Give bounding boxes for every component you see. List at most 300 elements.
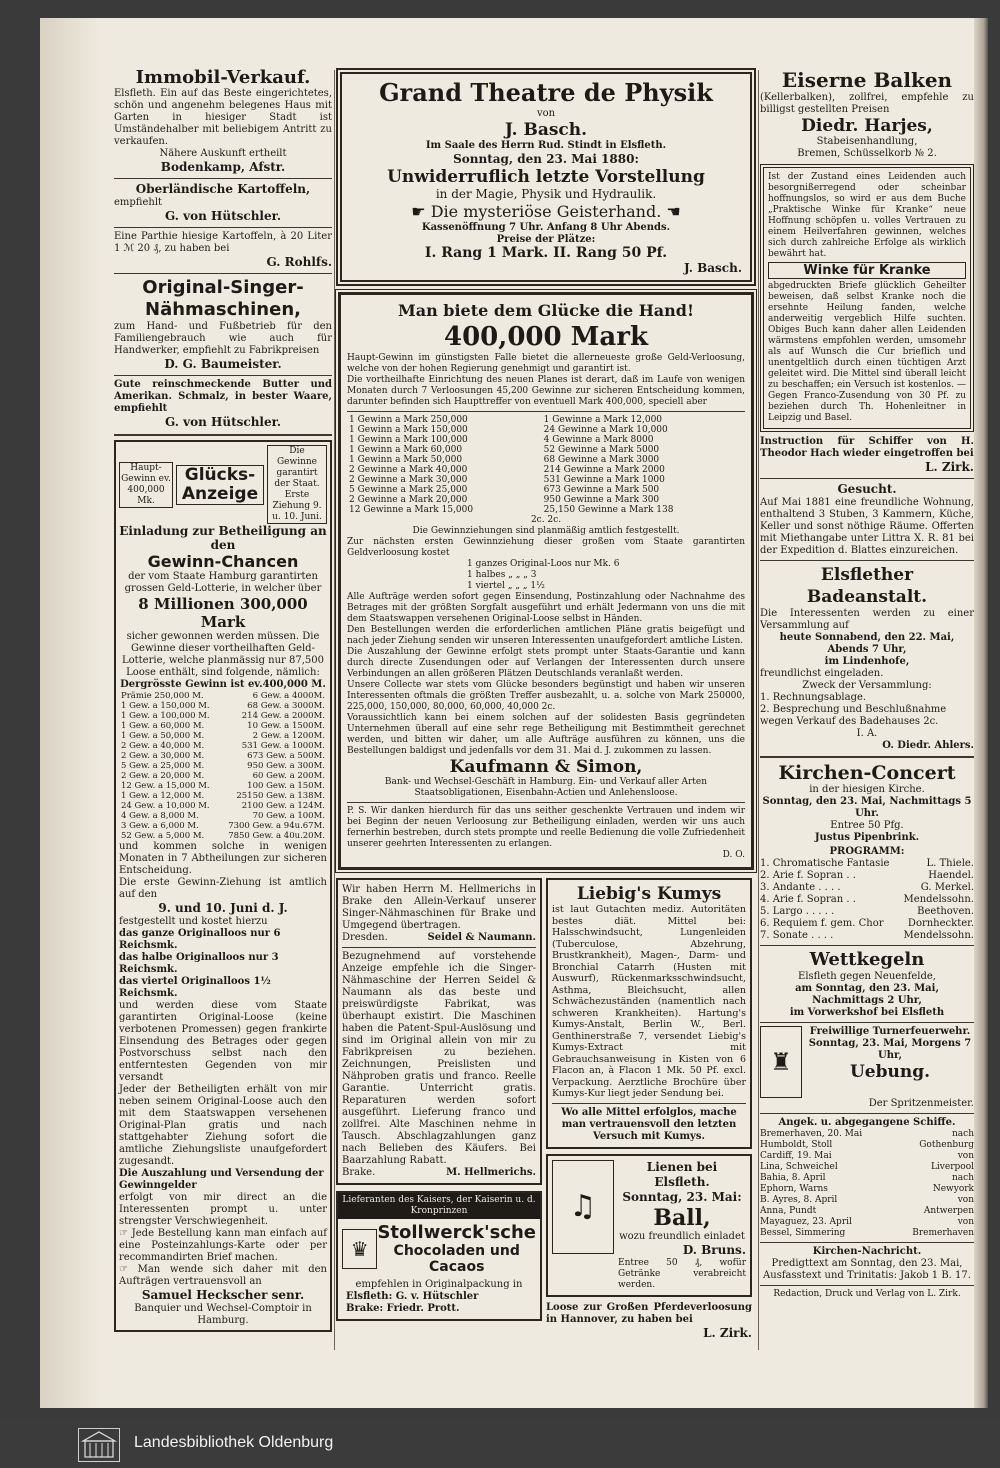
samuel-heckscher: Samuel Heckscher senr.	[141, 1288, 305, 1302]
ship-entry: Bremerhaven, 20. Mai	[760, 1129, 863, 1139]
partie-signature: G. Rohlfs.	[266, 255, 332, 269]
table-cell: 2 Gew. a 1200M.	[252, 731, 325, 741]
ship-entry: Bessel, Simmering	[760, 1228, 846, 1238]
leidenden-text: Ist der Zustand eines Leidenden auch besorgnißerregend oder scheinbar hoffnungslos, so wird er aus dem Buche „Praktische Winke für Kranke“ neue Hoffnung schöpfen u. volles Vertrauen zu einem Heilverfahren gewinnen, welches sich durch zahlreiche Erfolge als wirklich bewährt hat.	[768, 172, 966, 259]
loos-ganz: 1 ganzes Original-Loos nur Mk. 6	[467, 559, 620, 569]
table-cell: 673 Gewinne a Mark 500	[543, 485, 660, 495]
schiffe-title: Angek. u. abgegangene Schiffe.	[778, 1117, 956, 1128]
werden-text: und werden diese vom Staate garantirten Original-Loose (keine verbotenen Promessen) gegen frankirte Einsendung des Betrages oder gegen Postvorschuss selbst nach den entferntesten Gegenden von mir versandt	[119, 1000, 327, 1083]
theatre-kasse: Kassenöffnung 7 Uhr. Anfang 8 Uhr Abends.	[421, 222, 671, 233]
zweck-title: Zweck der Versammlung:	[802, 680, 932, 691]
program-composer: Mendelssohn.	[903, 894, 974, 905]
table-row	[119, 741, 327, 751]
feuerwehr-ad	[760, 1026, 974, 1098]
list-item	[760, 1217, 974, 1228]
table-cell: 68 Gew. a 3000M.	[247, 701, 325, 711]
table-cell: 1 Gew. a 50,000 M.	[121, 731, 205, 741]
right-column	[760, 68, 974, 1300]
ship-entry: Bahia, 8. April	[760, 1173, 826, 1183]
table-cell: 6 Gew. a 4000M.	[252, 691, 325, 701]
kirchen-title: Kirchen-Nachricht.	[812, 1246, 922, 1257]
table-cell: 950 Gew. a 300M.	[247, 761, 325, 771]
table-cell: 7850 Gew. a 40u.20M.	[228, 831, 325, 841]
list-item	[760, 930, 974, 942]
table-cell: 1 Gewinne a Mark 12,000	[543, 415, 663, 425]
liebig-wo-alle: Wo alle Mittel erfolglos, mache man vertrauensvoll den letzten Versuch mit Kumys.	[561, 1106, 737, 1142]
table-row	[119, 751, 327, 761]
theatre-unwiderruflich: Unwiderruflich letzte Vorstellung	[387, 167, 705, 187]
table-row	[119, 771, 327, 781]
table-row	[119, 811, 327, 821]
table-row	[119, 721, 327, 731]
ship-entry: Humboldt, Stoll	[760, 1140, 833, 1150]
auftraege: Alle Aufträge werden sofort gegen Einsendung, Postinzahlung oder Nachnahme des Betrages mit der größten Sorgfalt ausgeführt und erhält Jedermann von uns die mit dem Staatswappen versehenen Original-Loose selbst in Händen.	[347, 592, 745, 624]
ship-destination: von	[957, 1217, 974, 1227]
library-building-icon	[78, 1428, 120, 1462]
hellmerichs-p2: Bezugnehmend auf vorstehende Anzeige empfehle ich die Singer-Nähmaschine der Herren Seidel & Naumann als das beste und preiswürdigste Fabrikat, was überhaupt existirt. Die Maschinen haben die Patent-Spul-Auslösung und sind im Original allein von mir zu Fabrikpreisen zu beziehen. Zeichnungen, Preislisten und Nähproben gratis und franco. Reelle Garantie. Unterricht gratis. Reparaturen werden sofort ausgeführt. Lieferung franco und zollfrei. Alte Maschinen nehme in Tausch. Abschlagzahlungen ganz nach Belieben des Käufers. Bei Baarzahlung Rabatt.	[342, 951, 536, 1166]
singer-text: zum Hand- und Fußbetrieb für den Familiengebrauch wie auch für Handwerker, empfiehlt zu Fabrikpreisen	[114, 321, 332, 356]
table-cell: 12 Gew. a 15,000 M.	[121, 781, 210, 791]
column-rule-left	[334, 70, 335, 1350]
bade-text: Die Interessenten werden zu einer Versammlung auf	[760, 608, 974, 631]
left-column	[114, 68, 332, 1332]
hellmerichs-sign-line	[342, 1167, 536, 1179]
glueck-p2: Die vortheilhafte Einrichtung des neuen Planes ist derart, daß im Laufe von wenigen Monaten durch 7 Verloosungen 45,200 Gewinne zur sicheren Entscheidung kommen, darunter befinden sich Haupttreffer von eventuell Mark 400,000, speciell aber	[347, 375, 745, 407]
stollwerck-products: Chocoladen und Cacaos	[393, 1243, 520, 1275]
program-piece: 7. Sonate . . . .	[760, 930, 834, 941]
table-cell: 4 Gew. a 8,000 M.	[121, 811, 199, 821]
ahlers: O. Diedr. Ahlers.	[882, 740, 974, 751]
ball-text-block	[618, 1160, 746, 1291]
program-piece: 3. Andante . . . .	[760, 882, 841, 893]
immobil-more: Nähere Auskunft ertheilt	[159, 148, 287, 159]
ball-ad	[546, 1154, 752, 1297]
kartoffel-title: Oberländische Kartoffeln,	[135, 182, 311, 196]
stollwerck-text-block	[377, 1223, 536, 1275]
wett-date: am Sonntag, den 23. Mai, Nachmittags 2 Uhr,	[795, 983, 939, 1006]
kommen-text: und kommen solche in wenigen Monaten in 7 Abtheilungen zur sicheren Entscheidung.	[119, 841, 327, 876]
programm-title: PROGRAMM:	[829, 846, 905, 857]
uebung: Uebung.	[849, 1062, 931, 1082]
table-cell: 2 Gew. a 20,000 M.	[121, 771, 205, 781]
program-composer: L. Thiele.	[926, 858, 974, 869]
ps-signature: D. O.	[722, 850, 745, 860]
table-row	[347, 415, 745, 425]
bade-invite: freundlichst eingeladen.	[760, 668, 884, 679]
theatre-magie: in der Magie, Physik und Hydraulik.	[435, 187, 657, 201]
instruction-text: Instruction für Schiffer von H. Theodor Hach wieder eingetroffen bei	[760, 436, 974, 459]
ship-destination: Newyork	[932, 1184, 974, 1194]
page-spine-shadow	[40, 18, 100, 1408]
balken-title: Eiserne Balken	[781, 68, 953, 92]
column-rule-right	[758, 70, 759, 1350]
table-row	[119, 791, 327, 801]
table-cell: 1 Gewinn a Mark 250,000	[349, 415, 468, 425]
ship-entry: Mayaguez, 23. April	[760, 1217, 852, 1227]
lienen: Lienen bei Elsfleth.	[646, 1159, 718, 1189]
table-cell: 214 Gewinne a Mark 2000	[543, 465, 665, 475]
ship-entry: Lina, Schweichel	[760, 1162, 838, 1172]
table-cell: 1 Gew. a 12,000 M.	[121, 791, 205, 801]
program-piece: 1. Chromatische Fantasie	[760, 858, 890, 869]
list-item	[760, 1151, 974, 1162]
middle-bottom-right	[546, 878, 752, 1341]
winke-text: abgedruckten Briefe glücklich Geheilter beweisen, daß selbst Kranke noch die ersehnte Heilung fanden, welche anderweitig vergeblich Hilfe suchten. Obiges Buch kann daher allen Leidenden wärmstens empfohlen werden, umsomehr als auf Wunsch die Cur brieflich und unentgeltlich durch einen tüchtigen Arzt geleitet wird. Die Mittel sind überall leicht zu beschaffen; ein Versuch ist kostenlos. — Gegen Franco-Zusendung von 30 Pf. zu beziehen durch Th. Hohenleitner in Leipzig und Basel.	[768, 281, 966, 423]
wende-text: ☞ Man wende sich daher mit den Aufträgen vertrauensvoll an	[119, 1264, 327, 1287]
list-item	[760, 894, 974, 906]
table-cell: 4 Gewinne a Mark 8000	[543, 435, 654, 445]
theatre-title: Grand Theatre de Physik	[379, 78, 713, 107]
gesucht-text: Auf Mai 1881 eine freundliche Wohnung, enthaltend 3 Stuben, 3 Kammern, Küche, Keller und sonst nöthige Räume. Offerten mit Miethangabe unter Littra X. R. 81 bei der Expedition d. Blattes einzureichen.	[760, 497, 974, 556]
divider	[552, 1103, 746, 1104]
sicher-text: sicher gewonnen werden müssen. Die Gewinne dieser vortheilhaften Geld-Lotterie, welche planmässig nur 87,500 Loose enthält, sind folgende, nämlich:	[121, 631, 324, 678]
preis-viertel: das viertel Originalloos 1½ Reichsmk.	[119, 976, 271, 999]
immobil-signature: Bodenkamp, Afstr.	[160, 160, 286, 174]
table-cell: 1 Gewinn a Mark 150,000	[349, 425, 468, 435]
theatre-signature: J. Basch.	[684, 261, 742, 275]
hellmerichs-sig: M. Hellmerichs.	[446, 1167, 536, 1178]
table-cell: 25,150 Gewinne a Mark 138	[543, 505, 674, 515]
ship-destination: nach	[952, 1129, 974, 1139]
singer-signature: D. G. Baumeister.	[164, 357, 282, 371]
bade-date: heute Sonnabend, den 22. Mai, Abends 7 Uhr,	[779, 632, 955, 655]
list-item	[760, 1173, 974, 1184]
wettkegeln-title: Wettkegeln	[809, 949, 925, 970]
divider	[760, 1285, 974, 1286]
hellmerichs-ad	[336, 878, 542, 1185]
concert-date: Sonntag, den 23. Mai, Nachmittags 5 Uhr.	[762, 796, 972, 819]
collecte: Unsere Collecte war stets vom Glücke besonders begünstigt und haben wir unseren Interessenten oftmals die größten Treffer ausbezahlt, u. a. solche von Mark 250000, 225,000, 150,000, 80,000, 60,000, 40,000 2c.	[347, 680, 745, 712]
predigt-text: Predigttext am Sonntag, den 23. Mai, Ausfasstext und Trinitatis: Jakob 1 B. 17.	[763, 1258, 971, 1281]
concert-title: Kirchen-Concert	[778, 762, 956, 784]
list-item	[760, 906, 974, 918]
dresden: Dresden.	[342, 932, 388, 943]
program-list	[760, 858, 974, 942]
middle-bottom-row	[336, 878, 756, 1341]
list-item	[760, 858, 974, 870]
list-item	[760, 1140, 974, 1151]
bade-place: im Lindenhofe,	[824, 656, 910, 667]
divider	[760, 1022, 974, 1023]
table-cell: 2100 Gew. a 124M.	[241, 801, 325, 811]
erfolgt-text: erfolgt von mir direct an die Interessenten prompt u. unter strengster Verschwiegenheit.	[119, 1192, 327, 1227]
loose-text: Loose zur Großen Pferdeverloosung in Hannover, zu haben bei	[546, 1301, 752, 1325]
pipenbrink: Justus Pipenbrink.	[814, 832, 920, 843]
lottery-ad	[114, 440, 332, 1332]
table-cell: 531 Gewinne a Mark 1000	[543, 475, 665, 485]
divider	[114, 178, 332, 179]
divider	[760, 560, 974, 561]
harjes: Diedr. Harjes,	[801, 116, 933, 136]
harjes-addr: Bremen, Schüsselkorb № 2.	[797, 148, 937, 159]
table-row	[119, 701, 327, 711]
redaktion: Redaction, Druck und Verlag von L. Zirk.	[773, 1289, 961, 1299]
table-cell: 1 Gewinn a Mark 50,000	[349, 455, 463, 465]
pointing-hand-icon: ☚	[661, 202, 681, 221]
table-cell: 24 Gew. a 10,000 M.	[121, 801, 210, 811]
auszahlung-title: Die Auszahlung und Versendung der Gewinngelder	[119, 1168, 324, 1191]
list-item	[760, 882, 974, 894]
immobil-title: Immobil-Verkauf.	[135, 67, 311, 88]
theatre-ad	[336, 68, 756, 286]
divider	[760, 1242, 974, 1243]
partie-text: Eine Parthie hiesige Kartoffeln, à 20 Liter 1 ℳ 20 ₰, zu haben bei	[114, 231, 332, 254]
table-cell: 10 Gew. a 1500M.	[247, 721, 325, 731]
divider	[347, 411, 745, 412]
table-row	[347, 465, 745, 475]
erste-ziehung: Die erste Gewinn-Ziehung ist amtlich auf den	[119, 877, 327, 900]
divider	[114, 227, 332, 228]
pointing-hand-icon: ☞	[119, 1228, 132, 1239]
ship-destination: nach	[952, 1173, 974, 1183]
gewinn-chancen: Gewinn-Chancen	[147, 552, 299, 571]
divider	[760, 478, 974, 479]
theatre-von: von	[536, 108, 556, 119]
list-item	[760, 1228, 974, 1239]
concert-where: in der hiesigen Kirche.	[809, 784, 925, 795]
program-composer: Mendelssohn.	[903, 930, 974, 941]
liebig-text: ist laut Gutachten mediz. Autoritäten bestes diät. Mittel bei: Halsschwindsucht, Lungenleiden (Tuberculose, Abzehrung, Brustkrankheit), Magen-, Darm- und Bronchial Catarrh (Husten mit Auswurf), Rückenmarksschwindsucht, Asthma, Bleichsucht, allen Schwächezuständen (namentlich nach schweren Krankheiten). Hartung's Kumys-Anstalt, Berlin W., Berl. Genthinerstraße 7, versendet Liebig's Kumys-Extract mit Gebrauchsanweisung in Kisten von 6 Flacon an, à Flacon 1 Mk. 50 Pf. excl. Verpackung. Aerztliche Brochüre über Kumys-Kur liegt jeder Sendung bei.	[552, 904, 746, 1099]
wett-place: im Vorwerkshof bei Elsfleth	[789, 1007, 945, 1018]
voraus: Voraussichtlich kann bei einem solchen auf der solidesten Basis gegründeten Unternehmen überall auf eine sehr rege Betheiligung mit Bestimmtheit gerechnet werden, und bitten wir daher, um alle Aufträge ausführen zu können, uns die Bestellungen baldigst und jedenfalls vor dem 31. Mai d. J. zukommen zu lassen.	[347, 713, 745, 756]
glueck-header	[119, 445, 327, 524]
table-row	[119, 761, 327, 771]
gewinne-table	[119, 691, 327, 841]
stollwerck-name: Stollwerck'sche	[377, 1222, 536, 1243]
loose-zirk: L. Zirk.	[703, 1325, 752, 1340]
fireman-icon: ♜	[760, 1026, 802, 1098]
table-cell: 52 Gew. a 5,000 M.	[121, 831, 205, 841]
table-cell: 68 Gewinne a Mark 3000	[543, 455, 660, 465]
table-cell: 214 Gew. a 2000M.	[241, 711, 325, 721]
naechsten: Zur nächsten ersten Gewinnziehung dieser großen vom Staate garantirten Geldverloosung kostet	[347, 537, 745, 558]
concert-entree: Entree 50 Pfg.	[830, 820, 904, 831]
theatre-saal: Im Saale des Herrn Rud. Stindt in Elsfleth.	[425, 140, 667, 151]
table-cell: 2 Gew. a 40,000 M.	[121, 741, 205, 751]
table-cell: 100 Gew. a 150M.	[247, 781, 325, 791]
lottery-ad-kaufmann	[338, 292, 754, 870]
stollwerck-text: empfehlen in Originalpackung in	[355, 1279, 523, 1290]
table-cell: 2 Gewinne a Mark 30,000	[349, 475, 468, 485]
lotterie-text: der vom Staate Hamburg garantirten grossen Geld-Lotterie, in welcher über	[124, 571, 322, 594]
program-composer: Beethoven.	[917, 906, 974, 917]
pointing-hand-icon: ☞	[119, 1264, 138, 1275]
program-piece: 4. Arie f. Sopran . .	[760, 894, 856, 905]
festgestellt: festgestellt und kostet hierzu	[119, 916, 268, 927]
table-cell: 950 Gewinne a Mark 300	[543, 495, 660, 505]
jeder-text: Jeder der Betheiligten erhält von mir neben seinem Original-Loose auch den mit dem Staatswappen versehenen Original-Plan gratis und nach stattgehabter Ziehung sofort die amtliche Ziehungsliste unaufgefordert zugesandt.	[119, 1084, 327, 1167]
divider	[114, 434, 332, 436]
theatre-sonntag: Sonntag, den 23. Mai 1880:	[453, 152, 639, 166]
preis-ganz: das ganze Originalloos nur 6 Reichsmk.	[119, 928, 281, 951]
table-row	[119, 781, 327, 791]
theatre-basch: J. Basch.	[504, 120, 588, 140]
bade-title: Elsflether Badeanstalt.	[806, 565, 928, 607]
feuerwehr-title: Freiwillige Turnerfeuerwehr.	[809, 1026, 971, 1037]
ship-destination: von	[957, 1151, 974, 1161]
table-cell: 1 Gew. a 150,000 M.	[121, 701, 210, 711]
ship-destination: Liverpool	[930, 1162, 974, 1172]
list-item	[760, 1162, 974, 1173]
table-cell: 24 Gewinne a Mark 10,000	[543, 425, 668, 435]
middle-bottom-left	[336, 878, 542, 1341]
ship-entry: Anna, Pundt	[760, 1206, 817, 1216]
bestellung-text: ☞ Jede Bestellung kann man einfach auf eine Posteinzahlungs-Karte oder per recommandirten Brief machen.	[119, 1228, 327, 1263]
glueck-left: Haupt-Gewinn ev. 400,000 Mk.	[119, 462, 173, 508]
banquier: Banquier und Wechsel-Comptoir in Hamburg.	[134, 1303, 312, 1326]
feuer-date: Sonntag, 23. Mai, Morgens 7 Uhr,	[808, 1038, 972, 1061]
table-row	[347, 475, 745, 485]
glueck-right: Die Gewinne garantirt der Staat. Erste Ziehung 9. u. 10. Juni.	[267, 445, 327, 524]
stollwerck-ad	[336, 1191, 542, 1321]
loos-halb: 1 halbes „ „ „ 3	[467, 570, 537, 580]
table-cell: 70 Gew. a 100M.	[252, 811, 325, 821]
table-cell: 60 Gew. a 200M.	[252, 771, 325, 781]
table-row	[347, 495, 745, 505]
table-row	[347, 485, 745, 495]
loos-viertel: 1 viertel „ „ „ 1½	[467, 581, 545, 591]
millionen: 8 Millionen 300,000 Mark	[138, 595, 308, 631]
hellmerichs-p1: Wir haben Herrn M. Hellmerichs in Brake den Allein-Verkauf unserer Singer-Nähmaschinen für Brake und Umgegend übertragen.	[342, 884, 536, 931]
stollwerck-brake: Brake: Friedr. Prott.	[346, 1303, 460, 1314]
ship-entry: Cardiff, 19. Mai	[760, 1151, 832, 1161]
eagle-crest-icon: ♛	[342, 1229, 377, 1269]
library-building-svg	[79, 1429, 119, 1461]
list-item	[760, 1184, 974, 1195]
table-cell: 5 Gew. a 25,000 M.	[121, 761, 205, 771]
instruction-zirk: L. Zirk.	[925, 460, 974, 474]
seidel-naumann: Seidel & Naumann.	[427, 932, 536, 943]
mark-headline: 400,000 Mark	[444, 322, 648, 352]
list-item	[760, 1129, 974, 1140]
table-row	[347, 445, 745, 455]
kartoffel-text: empfiehlt	[114, 197, 163, 208]
table-cell: 7300 Gew. a 94u.67M.	[228, 821, 325, 831]
table-cell: 2 Gewinne a Mark 40,000	[349, 465, 468, 475]
page-edge	[974, 18, 988, 1408]
immobil-text: Elsfleth. Ein auf das Beste eingerichtetes, schön und angenehm belegenes Haus mit Garten in hiesiger Stadt ist Umständehalber mit beliebigem Antritt zu verkaufen.	[114, 88, 332, 147]
pointing-hand-icon: ☛	[411, 202, 431, 221]
ziehung-datum: 9. und 10. Juni d. J.	[158, 901, 288, 915]
ship-entry: Ephorn, Warns	[760, 1184, 828, 1194]
liebig-title: Liebig's Kumys	[576, 884, 722, 904]
brake: Brake.	[342, 1167, 376, 1178]
wett-text: Elsfleth gegen Neuenfelde,	[798, 971, 936, 982]
etc: 2c. 2c.	[530, 515, 562, 525]
bank-text: Bank- und Wechsel-Geschäft in Hamburg. Ein- und Verkauf aller Arten Staatsobligationen, Eisenbahn-Actien und Anlehensloose.	[384, 777, 708, 798]
divider	[114, 375, 332, 376]
balken-text: (Kellerbalken), zollfrei, empfehle zu billigst gestellten Preisen	[760, 92, 974, 115]
divider	[760, 1113, 974, 1114]
table-cell: 2 Gew. a 30,000 M.	[121, 751, 205, 761]
table-cell: 673 Gew. a 500M.	[247, 751, 325, 761]
divider	[342, 947, 536, 948]
table-cell: 1 Gew. a 60,000 M.	[121, 721, 205, 731]
dergroesste: Dergrösste Gewinn ist ev.400,000 M.	[120, 679, 326, 690]
stollwerck-body	[338, 1219, 540, 1279]
butter-text: Gute reinschmeckende Butter und Amerikan. Schmalz, in bester Waare, empfiehlt	[114, 379, 332, 414]
preis-halb: das halbe Originalloos nur 3 Reichsmk.	[119, 952, 279, 975]
harjes-sub: Stabeisenhandlung,	[816, 136, 918, 147]
lienen-date: Sonntag, 23. Mai:	[622, 1189, 742, 1204]
table-cell: 25150 Gew. a 138M.	[236, 791, 325, 801]
theatre-rang: I. Rang 1 Mark. II. Rang 50 Pf.	[424, 245, 668, 261]
bestellungen: Den Bestellungen werden die erforderlichen amtlichen Pläne gratis beigefügt und nach jeder Ziehung senden wir unseren Interessenten unaufgefordert amtliche Listen.	[347, 625, 745, 646]
table-row	[347, 425, 745, 435]
einladung: Einladung zur Betheiligung an den	[119, 524, 327, 552]
ship-destination: von	[957, 1195, 974, 1205]
ziehungen: Die Gewinnziehungen sind planmäßig amtlich festgestellt.	[412, 526, 680, 536]
program-piece: 6. Requiem f. gem. Chor	[760, 918, 884, 929]
list-item	[760, 1206, 974, 1217]
ship-entry: B. Ayres, 8. April	[760, 1195, 838, 1205]
theatre-preise: Preise der Plätze:	[496, 234, 596, 245]
theatre-geisterhand: ☛ Die mysteriöse Geisterhand. ☚	[411, 202, 681, 221]
ships-list	[760, 1129, 974, 1239]
zweck-1: 1. Rechnungsablage.	[760, 692, 867, 703]
ia: I. A.	[856, 728, 878, 739]
library-name: Landesbibliothek Oldenburg	[134, 1434, 334, 1451]
table-cell: 52 Gewinne a Mark 5000	[543, 445, 660, 455]
table-row	[119, 711, 327, 721]
auszahlung: Die Auszahlung der Gewinne erfolgt stets prompt unter Staats-Garantie und kann durch directe Zusendungen oder auf Verlangen der Interessenten durch unsere Verbindungen an allen größeren Plätzen Deutschlands veranlaßt werden.	[347, 647, 745, 679]
table-cell: 531 Gew. a 1000M.	[241, 741, 325, 751]
table-cell: Prämie 250,000 M.	[121, 691, 204, 701]
singer-title: Original-Singer-Nähmaschinen,	[142, 277, 304, 320]
table-row	[119, 821, 327, 831]
glueck-p1: Haupt-Gewinn im günstigsten Falle bietet die allerneueste große Geld-Verloosung, welche von der hohen Regierung genehmigt und garantirt ist.	[347, 353, 745, 374]
winke-title: Winke für Kranke	[768, 262, 966, 279]
table-cell: 1 Gew. a 100,000 M.	[121, 711, 210, 721]
table-row	[119, 731, 327, 741]
dancing-couple-icon: ♫	[552, 1160, 614, 1254]
table-row	[119, 831, 327, 841]
table-cell: 3 Gew. a 6,000 M.	[121, 821, 199, 831]
stollwerck-elsfleth: Elsfleth: G. v. Hütschler	[346, 1291, 479, 1302]
table-cell: 1 Gewinn a Mark 100,000	[349, 435, 468, 445]
table-row	[347, 435, 745, 445]
ship-destination: Gothenburg	[919, 1140, 974, 1150]
program-composer: Dornheckter.	[907, 918, 974, 929]
liebig-ad	[546, 878, 752, 1149]
divider	[760, 756, 974, 758]
divider	[114, 273, 332, 274]
seidel-line	[342, 932, 536, 944]
table-row	[119, 801, 327, 811]
divider	[347, 802, 745, 803]
program-piece: 5. Largo . . . . .	[760, 906, 835, 917]
list-item	[760, 1195, 974, 1206]
table-row	[347, 505, 745, 515]
program-composer: Haendel.	[928, 870, 974, 881]
winke-ad	[760, 164, 974, 432]
divider	[760, 945, 974, 946]
butter-signature: G. von Hütschler.	[164, 415, 282, 429]
ball-text: wozu freundlich einladet	[619, 1230, 745, 1242]
list-item	[760, 870, 974, 882]
glueck-headline: Man biete dem Glücke die Hand!	[397, 301, 695, 320]
zweck-2: 2. Besprechung und Beschlußnahme wegen Verkauf des Badehauses 2c.	[760, 704, 947, 727]
kartoffel-signature: G. von Hütschler.	[164, 209, 282, 223]
gewinne-table-middle	[347, 415, 745, 515]
ps-text: P. S. Wir danken hierdurch für das uns seither geschenkte Vertrauen und indem wir bei Beginn der neuen Verloosung zur Betheiligung einladen, werden wir uns auch fernerhin bestreben, durch stets prompte und reelle Bedienung die volle Zufriedenheit unserer geehrten Interessenten zu erlangen.	[347, 806, 745, 849]
ship-destination: Antwerpen	[923, 1206, 974, 1216]
bruns: D. Bruns.	[682, 1242, 746, 1257]
spritzen: Der Spritzenmeister.	[868, 1098, 974, 1109]
table-cell: 12 Gewinne a Mark 15,000	[349, 505, 474, 515]
gesucht-title: Gesucht.	[837, 482, 897, 496]
middle-column	[336, 68, 756, 1341]
